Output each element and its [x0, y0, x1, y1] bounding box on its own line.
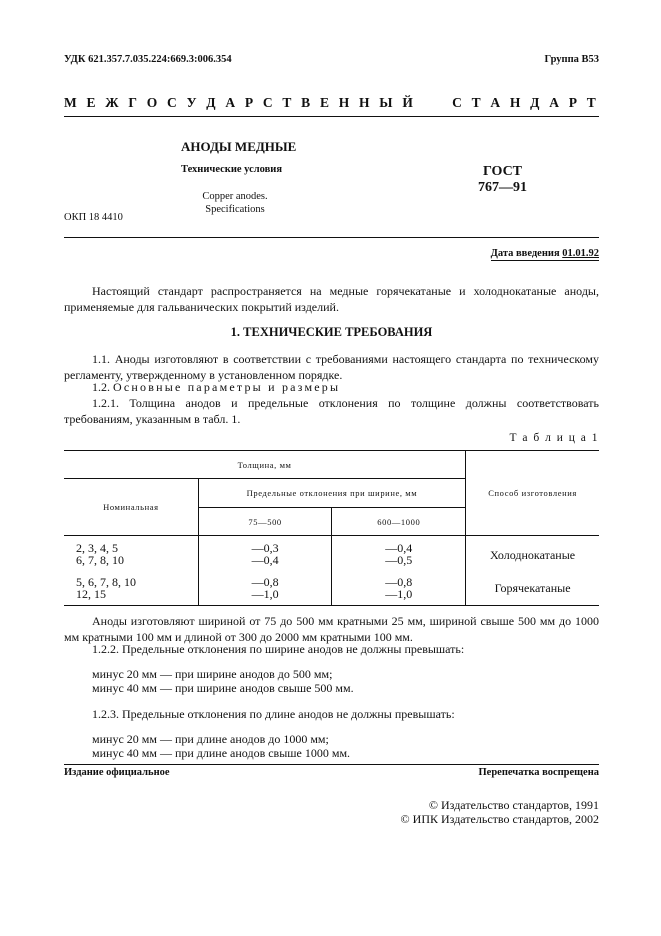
paragraph-1-2-2: 1.2.2. Предельные отклонения по ширине анодов не должны превышать: [92, 642, 465, 656]
cell-dev-600-1000 [332, 572, 466, 606]
header-width-600-1000: 600—1000 [332, 508, 466, 536]
width-paragraph: Аноды изготовляют шириной от 75 до 500 мм кратными 25 мм, шириной свыше 500 мм до 1000 мм кратными 100 мм и длиной от 300 до 2000 мм кратными 100 мм. [64, 614, 599, 644]
deviation-value: —0,3 [251, 540, 279, 555]
english-title [180, 190, 290, 216]
table-row [64, 536, 599, 572]
cell-method: Горячекатаные [466, 572, 599, 606]
paragraph-1-2-1: 1.2.1. Толщина анодов и предельные отклонения по толщине должны соответствовать требованиям, указанным в табл. 1. [64, 396, 599, 426]
paragraph-1-2-number: 1.2. [92, 380, 110, 394]
table-1 [64, 450, 599, 606]
banner-rule [64, 116, 599, 117]
group-code: Группа В53 [544, 54, 599, 65]
intro-date-value: 01.01.92 [562, 248, 599, 259]
okp-code: ОКП 18 4410 [64, 212, 123, 223]
list-item: минус 20 мм — при длине анодов до 1000 мм; [92, 732, 329, 746]
header-method: Способ изготовления [466, 451, 599, 536]
cell-nominal [64, 536, 198, 572]
nominal-line: 12, 15 [76, 587, 106, 602]
copyright-line: © ИПК Издательство стандартов, 2002 [400, 812, 599, 826]
nominal-line: 6, 7, 8, 10 [76, 552, 124, 567]
table-row [64, 572, 599, 606]
deviation-value: —0,4 [385, 540, 413, 555]
english-title-line1: Copper anodes. [202, 191, 268, 202]
footer-rule [64, 764, 599, 765]
title-rule [64, 237, 599, 238]
header-thickness: Толщина, мм [64, 451, 466, 479]
list-item: минус 20 мм — при ширине анодов до 500 мм; [92, 667, 333, 681]
intro-date-label: Дата введения [490, 248, 560, 259]
list-item: минус 40 мм — при длине анодов свыше 1000 мм. [92, 746, 351, 760]
gost-code: 767—91 [478, 180, 527, 195]
deviation-value: —0,8 [385, 575, 413, 590]
deviation-value: —0,4 [251, 552, 279, 567]
gost-label: ГОСТ [482, 164, 523, 179]
banner-right: С Т А Н Д А Р Т [452, 95, 599, 110]
intro-date [491, 248, 599, 261]
cell-nominal [64, 572, 198, 606]
paragraph-1-2 [64, 379, 599, 395]
list-item: минус 40 мм — при ширине анодов свыше 500 мм. [92, 681, 354, 695]
header-deviations: Предельные отклонения при ширине, мм [198, 479, 465, 508]
cell-dev-600-1000 [332, 536, 466, 572]
intro-paragraph: Настоящий стандарт распространяется на медные горячекатаные и холоднокатаные аноды, применяемые для гальванических покрытий изделий. [64, 284, 599, 314]
paragraph-1-2-3: 1.2.3. Предельные отклонения по длине анодов не должны превышать: [92, 707, 455, 721]
gost-number [478, 164, 527, 196]
deviation-value: —1,0 [385, 587, 413, 602]
table-caption: Т а б л и ц а 1 [509, 432, 599, 444]
copyright-block [401, 798, 599, 826]
english-title-line2: Specifications [205, 204, 265, 215]
paragraph-1-1: 1.1. Аноды изготовляют в соответствии с требованиями настоящего стандарта по техническому регламенту, утвержденному в установленном порядке. [64, 352, 599, 382]
header-nominal: Номинальная [64, 479, 198, 536]
official-edition: Издание официальное [64, 767, 170, 778]
cell-dev-75-500 [198, 536, 332, 572]
document-subtitle: Технические условия [181, 164, 283, 175]
section-1-title: 1. ТЕХНИЧЕСКИЕ ТРЕБОВАНИЯ [230, 325, 433, 339]
copyright-line: © Издательство стандартов, 1991 [428, 798, 599, 812]
udk-code: УДК 621.357.7.035.224:669.3:006.354 [64, 54, 232, 65]
paragraph-1-2-heading: Основные параметры и размеры [113, 380, 341, 394]
deviation-value: —0,8 [251, 575, 279, 590]
deviation-value: —0,5 [385, 552, 413, 567]
nominal-line: 5, 6, 7, 8, 10 [76, 575, 136, 590]
cell-method: Холоднокатаные [490, 548, 576, 563]
document-title: АНОДЫ МЕДНЫЕ [181, 139, 297, 154]
deviation-value: —1,0 [251, 587, 279, 602]
cell-dev-75-500 [198, 572, 332, 606]
banner-left: М Е Ж Г О С У Д А Р С Т В Е Н Н Ы Й [64, 95, 417, 110]
reprint-notice: Перепечатка воспрещена [478, 767, 599, 778]
header-width-75-500: 75—500 [198, 508, 332, 536]
nominal-line: 2, 3, 4, 5 [76, 540, 118, 555]
